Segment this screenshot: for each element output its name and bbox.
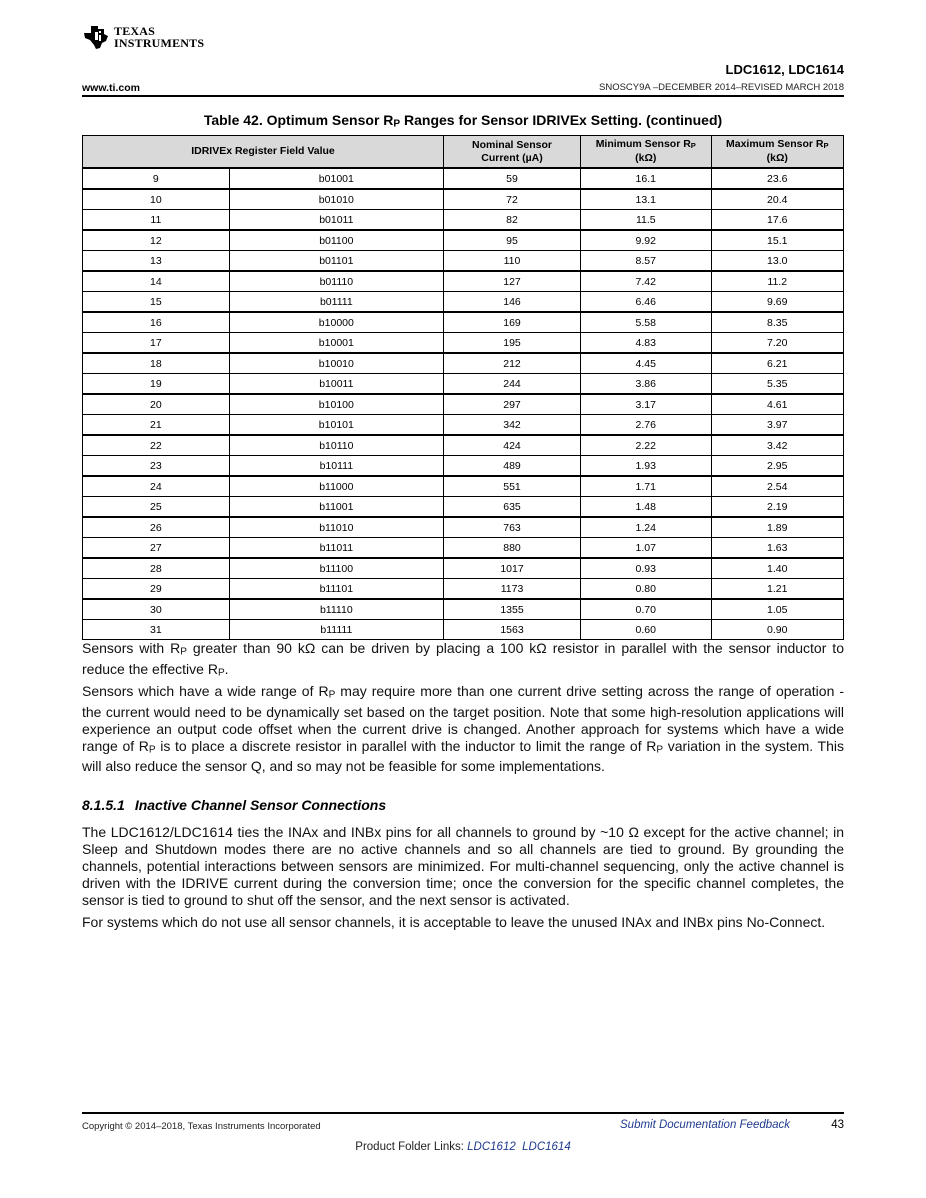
cell-code: 27 <box>83 538 230 559</box>
ti-logo <box>82 24 204 50</box>
cell-current: 72 <box>443 189 580 210</box>
section-heading <box>82 797 386 813</box>
table-row <box>83 456 844 477</box>
cell-min-rp: 16.1 <box>581 168 711 189</box>
cell-code: 25 <box>83 497 230 518</box>
cell-field-value: b11001 <box>229 497 443 518</box>
table-row <box>83 517 844 538</box>
cell-current: 195 <box>443 333 580 354</box>
cell-max-rp: 5.35 <box>711 374 844 395</box>
cell-current: 169 <box>443 312 580 333</box>
cell-code: 30 <box>83 599 230 620</box>
cell-field-value: b01111 <box>229 292 443 313</box>
table-row <box>83 230 844 251</box>
paragraph-wide-range <box>82 683 844 775</box>
product-folder-links <box>0 1141 926 1153</box>
cell-current: 110 <box>443 251 580 272</box>
table-row <box>83 312 844 333</box>
cell-max-rp: 8.35 <box>711 312 844 333</box>
folder-link-ldc1612[interactable]: LDC1612 <box>467 1141 516 1153</box>
table-row <box>83 394 844 415</box>
cell-current: 880 <box>443 538 580 559</box>
para2-text-a: Sensors which have a wide range of R <box>82 683 329 699</box>
cell-max-rp: 1.21 <box>711 579 844 600</box>
cell-code: 31 <box>83 620 230 640</box>
cell-field-value: b10010 <box>229 353 443 374</box>
cell-code: 20 <box>83 394 230 415</box>
cell-code: 16 <box>83 312 230 333</box>
ti-wordmark <box>114 25 204 49</box>
cell-code: 26 <box>83 517 230 538</box>
para2-sub1: P <box>328 689 336 701</box>
cell-code: 21 <box>83 415 230 436</box>
header-min-line2: (kΩ) <box>635 152 657 165</box>
brand-line2: INSTRUMENTS <box>114 36 205 50</box>
table-row <box>83 374 844 395</box>
cell-field-value: b11011 <box>229 538 443 559</box>
cell-current: 1173 <box>443 579 580 600</box>
cell-current: 1563 <box>443 620 580 640</box>
cell-code: 29 <box>83 579 230 600</box>
cell-min-rp: 8.57 <box>581 251 711 272</box>
header-current-line1: Nominal Sensor <box>472 138 552 151</box>
folder-label: Product Folder Links: <box>355 1141 468 1153</box>
cell-min-rp: 2.22 <box>581 435 711 456</box>
rp-ranges-table <box>82 135 844 640</box>
table-row <box>83 599 844 620</box>
table-row <box>83 333 844 354</box>
para1-text-b: greater than 90 kΩ can be driven by placing a 100 kΩ resistor in parallel with the sensor inductor to reduce the effective R <box>82 640 844 677</box>
table-title-suffix: Ranges for Sensor IDRIVEx Setting. (continued) <box>400 112 723 128</box>
cell-min-rp: 4.83 <box>581 333 711 354</box>
cell-field-value: b11101 <box>229 579 443 600</box>
cell-max-rp: 15.1 <box>711 230 844 251</box>
cell-max-rp: 1.89 <box>711 517 844 538</box>
cell-max-rp: 9.69 <box>711 292 844 313</box>
cell-current: 1355 <box>443 599 580 620</box>
cell-current: 59 <box>443 168 580 189</box>
table-title-text: Table 42. Optimum Sensor R <box>203 112 394 128</box>
header-field-value-text: IDRIVEx Register Field Value <box>191 145 335 157</box>
cell-current: 424 <box>443 435 580 456</box>
cell-current: 297 <box>443 394 580 415</box>
cell-current: 127 <box>443 271 580 292</box>
cell-max-rp: 3.97 <box>711 415 844 436</box>
cell-current: 212 <box>443 353 580 374</box>
cell-field-value: b11100 <box>229 558 443 579</box>
table-title-subscript: P <box>393 118 401 130</box>
cell-max-rp: 23.6 <box>711 168 844 189</box>
header-min-sub: P <box>690 141 696 151</box>
table-body <box>83 168 844 640</box>
section-number: 8.1.5.1 <box>82 797 125 813</box>
table-row <box>83 251 844 272</box>
cell-max-rp: 13.0 <box>711 251 844 272</box>
cell-min-rp: 1.71 <box>581 476 711 497</box>
table-row <box>83 579 844 600</box>
cell-field-value: b01010 <box>229 189 443 210</box>
cell-max-rp: 1.40 <box>711 558 844 579</box>
cell-field-value: b01011 <box>229 210 443 231</box>
paragraph-high-rp <box>82 640 844 681</box>
cell-min-rp: 1.48 <box>581 497 711 518</box>
copyright: Copyright © 2014–2018, Texas Instruments Incorporated <box>82 1121 321 1132</box>
cell-field-value: b11000 <box>229 476 443 497</box>
cell-field-value: b01100 <box>229 230 443 251</box>
table-header-row <box>83 136 844 169</box>
table-title <box>82 112 844 130</box>
cell-field-value: b01001 <box>229 168 443 189</box>
table-row <box>83 415 844 436</box>
para1-text-c: . <box>224 660 229 677</box>
cell-code: 13 <box>83 251 230 272</box>
cell-code: 24 <box>83 476 230 497</box>
cell-max-rp: 17.6 <box>711 210 844 231</box>
para2-text-b: may require more than one current drive setting across the range of operation - the current would need to be dynamically set based on the target position. Note that some high-resolution applications will experience an output code offset when the current drive is changed. Another approach for systems which have a wide range of R <box>82 683 844 754</box>
cell-current: 82 <box>443 210 580 231</box>
cell-current: 244 <box>443 374 580 395</box>
texas-state-logo-icon <box>82 24 110 50</box>
cell-code: 10 <box>83 189 230 210</box>
cell-min-rp: 0.93 <box>581 558 711 579</box>
cell-max-rp: 20.4 <box>711 189 844 210</box>
cell-current: 1017 <box>443 558 580 579</box>
paragraph-unused-pins: For systems which do not use all sensor channels, it is acceptable to leave the unused INAx and INBx pins No-Connect. <box>82 914 826 930</box>
cell-code: 23 <box>83 456 230 477</box>
cell-min-rp: 0.80 <box>581 579 711 600</box>
cell-field-value: b10110 <box>229 435 443 456</box>
cell-min-rp: 9.92 <box>581 230 711 251</box>
cell-field-value: b10001 <box>229 333 443 354</box>
cell-code: 28 <box>83 558 230 579</box>
cell-min-rp: 3.17 <box>581 394 711 415</box>
cell-field-value: b10111 <box>229 456 443 477</box>
cell-field-value: b10000 <box>229 312 443 333</box>
table-row <box>83 353 844 374</box>
para2-text-c: is to place a discrete resistor in parallel with the inductor to limit the range of R <box>155 737 657 754</box>
table-row <box>83 292 844 313</box>
cell-current: 489 <box>443 456 580 477</box>
cell-max-rp: 1.05 <box>711 599 844 620</box>
part-numbers: LDC1612, LDC1614 <box>725 62 844 77</box>
cell-current: 763 <box>443 517 580 538</box>
feedback-link[interactable]: Submit Documentation Feedback <box>620 1119 791 1131</box>
header-min-line1: Minimum Sensor R <box>595 137 691 150</box>
table-row <box>83 271 844 292</box>
header-max-line2: (kΩ) <box>766 152 788 165</box>
cell-min-rp: 1.93 <box>581 456 711 477</box>
cell-field-value: b01110 <box>229 271 443 292</box>
table-row <box>83 476 844 497</box>
header-current-line2: Current (µA) <box>481 151 543 164</box>
header-current <box>443 136 580 169</box>
para2-sub2: P <box>148 744 156 755</box>
para2-sub3: P <box>656 744 664 755</box>
paragraph-inactive-channels: The LDC1612/LDC1614 ties the INAx and INBx pins for all channels to ground by ~10 Ω except for the active channel; in Sleep and Shutdown modes there are no active channels and so all channels are tied to ground. By grounding the channels, potential interactions between sensors are minimized. For multi-channel sequencing, only the active channel is driven with the IDRIVE current during the conversion time; once the conversion for the specific channel completes, the sensor is tied to ground to shut off the sensor, and the next sensor is activated. <box>82 824 844 908</box>
cell-current: 551 <box>443 476 580 497</box>
cell-code: 15 <box>83 292 230 313</box>
footer-rule <box>82 1112 844 1114</box>
table-row <box>83 497 844 518</box>
header-max-rp <box>711 136 844 169</box>
cell-code: 14 <box>83 271 230 292</box>
cell-max-rp: 2.95 <box>711 456 844 477</box>
cell-field-value: b11010 <box>229 517 443 538</box>
folder-link-ldc1614[interactable]: LDC1614 <box>522 1141 571 1153</box>
cell-field-value: b01101 <box>229 251 443 272</box>
website-link[interactable]: www.ti.com <box>82 82 140 94</box>
cell-min-rp: 0.60 <box>581 620 711 640</box>
cell-code: 18 <box>83 353 230 374</box>
cell-field-value: b11110 <box>229 599 443 620</box>
cell-max-rp: 2.54 <box>711 476 844 497</box>
cell-min-rp: 4.45 <box>581 353 711 374</box>
header-field-value <box>83 136 444 169</box>
cell-current: 635 <box>443 497 580 518</box>
cell-field-value: b11111 <box>229 620 443 640</box>
cell-min-rp: 5.58 <box>581 312 711 333</box>
table-row <box>83 210 844 231</box>
cell-min-rp: 7.42 <box>581 271 711 292</box>
cell-max-rp: 7.20 <box>711 333 844 354</box>
section-title: Inactive Channel Sensor Connections <box>134 797 387 813</box>
cell-max-rp: 6.21 <box>711 353 844 374</box>
cell-code: 19 <box>83 374 230 395</box>
cell-max-rp: 11.2 <box>711 271 844 292</box>
table-row <box>83 189 844 210</box>
cell-max-rp: 1.63 <box>711 538 844 559</box>
table-row <box>83 435 844 456</box>
cell-code: 11 <box>83 210 230 231</box>
header-max-sub: P <box>823 141 829 151</box>
cell-max-rp: 2.19 <box>711 497 844 518</box>
para1-sub1: P <box>180 646 187 658</box>
cell-field-value: b10100 <box>229 394 443 415</box>
cell-code: 9 <box>83 168 230 189</box>
cell-min-rp: 3.86 <box>581 374 711 395</box>
cell-code: 17 <box>83 333 230 354</box>
cell-min-rp: 1.24 <box>581 517 711 538</box>
table-row <box>83 620 844 640</box>
brand-line1: TEXAS <box>114 24 156 38</box>
cell-min-rp: 0.70 <box>581 599 711 620</box>
cell-code: 12 <box>83 230 230 251</box>
cell-current: 95 <box>443 230 580 251</box>
cell-code: 22 <box>83 435 230 456</box>
table-row <box>83 168 844 189</box>
para1-sub2: P <box>217 667 225 678</box>
header-rule <box>82 95 844 97</box>
table-row <box>83 558 844 579</box>
table-row <box>83 538 844 559</box>
page-number: 43 <box>831 1119 844 1131</box>
cell-min-rp: 1.07 <box>581 538 711 559</box>
cell-current: 342 <box>443 415 580 436</box>
para1-text-a: Sensors with R <box>82 640 181 656</box>
header-min-rp <box>581 136 711 169</box>
cell-min-rp: 11.5 <box>581 210 711 231</box>
cell-min-rp: 13.1 <box>581 189 711 210</box>
cell-max-rp: 0.90 <box>711 620 844 640</box>
cell-field-value: b10011 <box>229 374 443 395</box>
cell-max-rp: 3.42 <box>711 435 844 456</box>
cell-current: 146 <box>443 292 580 313</box>
document-id: SNOSCY9A –DECEMBER 2014–REVISED MARCH 2018 <box>599 82 844 93</box>
para2-text-d: variation in the system. This will also reduce the sensor Q, and so may not be feasible for some implementations. <box>82 737 844 774</box>
cell-field-value: b10101 <box>229 415 443 436</box>
cell-max-rp: 4.61 <box>711 394 844 415</box>
cell-min-rp: 2.76 <box>581 415 711 436</box>
header-max-line1: Maximum Sensor R <box>726 137 824 150</box>
cell-min-rp: 6.46 <box>581 292 711 313</box>
